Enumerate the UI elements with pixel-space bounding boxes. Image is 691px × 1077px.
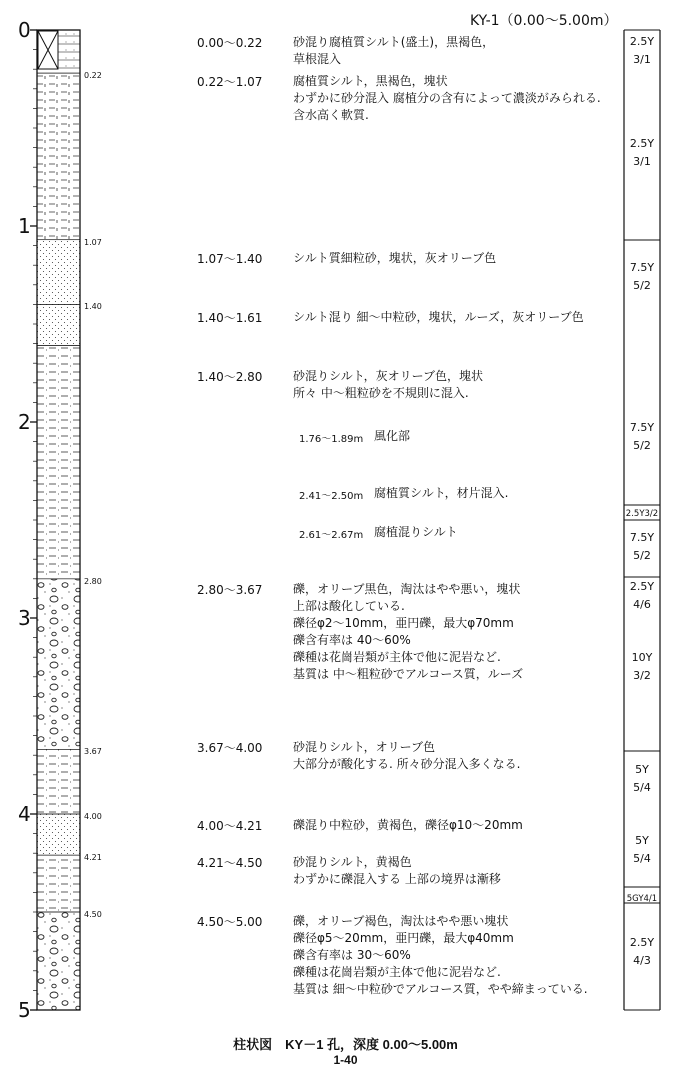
munsell-value-chroma: 5/2 [633,549,651,562]
munsell-color-cell [624,579,660,613]
munsell-hue: 2.5Y [629,936,655,949]
layer-depth-range: 1.40～2.80 [197,370,263,384]
depth-label: 2 [18,410,31,434]
layer-description-line: 所々 中～粗粒砂を不規則に混入. [293,386,469,400]
layer-description-line: 上部は酸化している. [293,599,405,613]
layer-description-line: 腐植質シルト，黒褐色，塊状 [293,74,448,88]
layer-description-line: シルト混り 細～中粒砂，塊状，ルーズ，灰オリーブ色 [293,310,584,324]
munsell-hue: 10Y [631,651,653,664]
soil-layer-band [37,346,80,579]
munsell-hue: 2.5Y [629,580,655,593]
sublayer-description: 腐植質シルト，材片混入. [374,486,509,500]
munsell-color-cell [624,650,660,684]
layer-description-line: 砂混りシルト，灰オリーブ色，塊状 [293,369,484,383]
sublayer-depth-range: 2.41～2.50m [299,491,364,502]
munsell-color-cell [624,891,660,907]
sublayer-depth-range: 2.61～2.67m [299,530,364,541]
log-title: KY-1（0.00～5.00m） [470,13,618,29]
munsell-value-chroma: 5/4 [633,852,651,865]
munsell-value-chroma: 3/2 [633,669,651,682]
munsell-value-chroma: 3/1 [633,155,651,168]
layer-description-line: 基質は 中～粗粒砂でアルコース質，ルーズ [293,667,524,681]
munsell-hue: 2.5Y3/2 [625,509,659,519]
munsell-value-chroma: 4/3 [633,954,651,967]
munsell-hue: 2.5Y [629,35,655,48]
page-number: 1-40 [333,1053,358,1067]
layer-description-line: わずかに礫混入する 上部の境界は漸移 [293,872,501,886]
layer-description-line: 礫種は花崗岩類が主体で他に泥岩など. [293,650,501,664]
sublayer-description: 腐植混りシルト [374,525,458,539]
layer-description-line: わずかに砂分混入 腐植分の含有によって濃淡がみられる. [293,91,601,105]
boundary-depth-label: 1.40 [84,302,102,312]
munsell-value-chroma: 5/2 [633,439,651,452]
soil-layer-band [37,304,80,345]
munsell-hue: 2.5Y [629,137,655,150]
soil-layer-band [37,73,80,240]
layer-depth-range: 1.07～1.40 [197,252,263,266]
layer-description-line: 含水高く軟質. [293,108,369,122]
munsell-color-cell [624,935,660,969]
munsell-color-cell [624,530,660,564]
munsell-value-chroma: 5/2 [633,279,651,292]
layer-description-line: 礫径φ2～10mm，亜円礫，最大φ70mm [293,616,514,630]
layer-description-line: シルト質細粒砂，塊状，灰オリーブ色 [293,251,497,265]
depth-label: 0 [18,18,31,42]
boundary-depth-label: 0.22 [84,71,102,81]
layer-description-line: 砂混りシルト，黄褐色 [293,855,412,869]
munsell-color-cell [624,506,660,522]
depth-label: 3 [18,606,31,630]
layer-depth-range: 2.80～3.67 [197,583,263,597]
layer-description-line: 基質は 細～中粒砂でアルコース質，やや締まっている. [293,982,588,996]
munsell-hue: 5Y [635,834,649,847]
munsell-hue: 7.5Y [629,261,655,274]
layer-description-line: 礫径φ5～20mm，亜円礫，最大φ40mm [293,931,514,945]
soil-layer-band [37,749,80,814]
sublayer-depth-range: 1.76～1.89m [299,434,364,445]
depth-label: 4 [18,802,31,826]
sample-marker-icon [38,31,58,69]
layer-depth-range: 3.67～4.00 [197,741,263,755]
munsell-color-cell [624,136,660,170]
layer-depth-range: 4.50～5.00 [197,915,263,929]
layer-depth-range: 4.00～4.21 [197,819,263,833]
munsell-color-cell [624,420,660,454]
sublayer-description: 風化部 [374,429,411,443]
soil-layer-band [37,240,80,305]
munsell-color-cell [624,833,660,867]
munsell-hue: 5GY4/1 [626,894,658,904]
depth-ticks [30,30,37,1010]
boundary-depth-label: 3.67 [84,747,102,757]
layer-depth-range: 1.40～1.61 [197,311,263,325]
layer-description-line: 礫混り中粒砂，黄褐色，礫径φ10～20mm [293,818,523,832]
layer-depth-range: 0.00～0.22 [197,36,263,50]
munsell-value-chroma: 5/4 [633,781,651,794]
soil-layer-band [37,855,80,912]
layer-depth-range: 4.21～4.50 [197,856,263,870]
layer-description-line: 草根混入 [293,52,342,66]
layer-description-line: 大部分が酸化する. 所々砂分混入多くなる. [293,757,521,771]
depth-label: 1 [18,214,31,238]
munsell-hue: 7.5Y [629,421,655,434]
munsell-color-cell [624,762,660,796]
layer-description-line: 砂混り腐植質シルト(盛土)，黒褐色， [293,35,495,49]
soil-layer-band [37,912,80,1010]
soil-layer-band [37,579,80,750]
figure-caption: 柱状図 KY－1 孔，深度 0.00～5.00m [233,1037,458,1052]
munsell-color-cell [624,34,660,68]
layer-description-line: 礫種は花崗岩類が主体で他に泥岩など. [293,965,501,979]
munsell-value-chroma: 4/6 [633,598,651,611]
boundary-depth-label: 2.80 [84,576,102,586]
layer-description-line: 礫，オリーブ黒色，淘汰はやや悪い，塊状 [293,582,521,596]
soil-column [37,30,80,1010]
munsell-color-cell [624,260,660,294]
layer-description-line: 砂混りシルト，オリーブ色 [293,740,436,754]
munsell-hue: 5Y [635,763,649,776]
boundary-depth-label: 4.50 [84,910,102,919]
soil-layer-band [37,814,80,855]
boundary-depth-label: 1.07 [84,237,102,247]
layer-description-line: 礫含有率は 30～60% [293,948,411,962]
layer-description-line: 礫，オリーブ褐色，淘汰はやや悪い塊状 [293,914,509,928]
munsell-value-chroma: 3/1 [633,53,651,66]
boundary-depth-label: 4.00 [84,812,102,821]
depth-label: 5 [18,998,31,1022]
boundary-depth-label: 4.21 [84,853,102,863]
layer-depth-range: 0.22～1.07 [197,75,263,89]
munsell-hue: 7.5Y [629,531,655,544]
layer-description-line: 礫含有率は 40～60% [293,633,411,647]
